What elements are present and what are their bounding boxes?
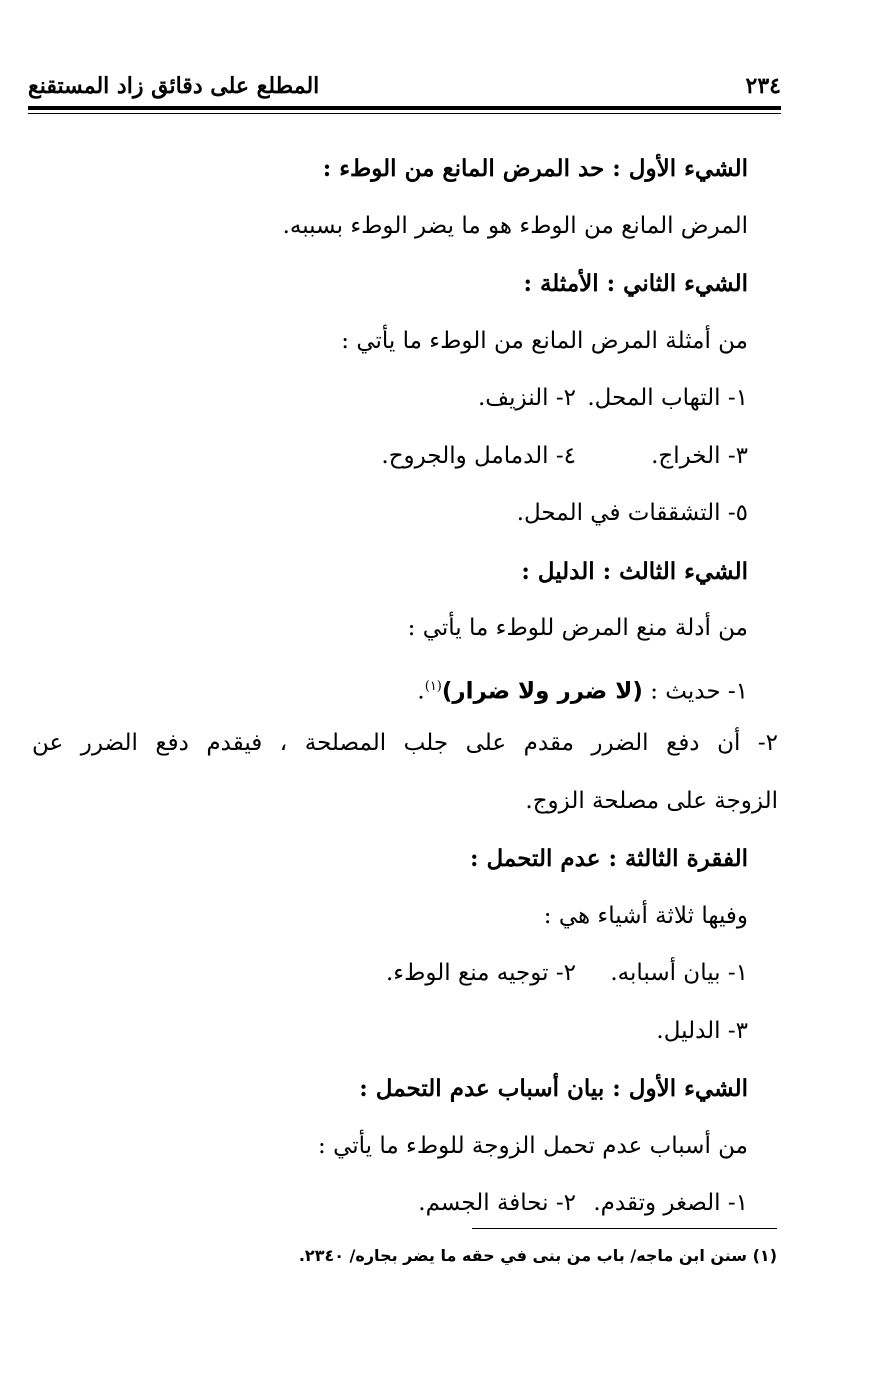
footnote-separator xyxy=(472,1228,777,1229)
paragraph: ٢- أن دفع الضرر مقدم على جلب المصلحة ، فيقدم دفع الضرر عن xyxy=(32,730,778,756)
list-row xyxy=(32,1175,748,1233)
page-number: ٢٣٤ xyxy=(745,73,781,99)
list-item: ٣- الخراج. xyxy=(651,442,748,469)
section-heading: الشيء الأول : حد المرض المانع من الوطء : xyxy=(322,155,748,182)
page-body xyxy=(32,140,778,1233)
footnote-ref: (١) xyxy=(424,678,442,694)
paragraph: من أمثلة المرض المانع من الوطء ما يأتي : xyxy=(341,327,748,354)
list-item: ١- بيان أسبابه. xyxy=(610,960,748,986)
running-title: المطلع على دقائق زاد المستقنع xyxy=(28,73,320,99)
list-item: ٤- الدمامل والجروح. xyxy=(381,442,576,469)
section-heading: الفقرة الثالثة : عدم التحمل : xyxy=(470,845,748,872)
hadith-line xyxy=(32,658,748,716)
paragraph: المرض المانع من الوطء هو ما يضر الوطء بسببه. xyxy=(282,212,748,239)
list-item: ١- الصغر وتقدم. xyxy=(593,1190,748,1216)
list-item: ١- التهاب المحل. xyxy=(587,385,748,411)
section-heading: الشيء الثاني : الأمثلة : xyxy=(523,270,748,297)
list-row xyxy=(32,370,748,428)
section-heading: الشيء الثالث : الدليل : xyxy=(521,557,748,585)
line-end: . xyxy=(417,678,425,705)
footnote: (١) سنن ابن ماجه/ باب من بنى في حقه ما يضر بجاره/ ٢٣٤٠. xyxy=(298,1246,777,1265)
list-row xyxy=(32,428,748,486)
list-row xyxy=(32,945,748,1003)
paragraph: من أسباب عدم تحمل الزوجة للوطء ما يأتي : xyxy=(318,1132,748,1159)
list-item: ٢- توجيه منع الوطء. xyxy=(385,960,576,986)
paragraph: من أدلة منع المرض للوطء ما يأتي : xyxy=(407,615,748,641)
header-rule-thin xyxy=(28,113,781,114)
list-item: ٥- التشققات في المحل. xyxy=(516,500,748,526)
paragraph: وفيها ثلاثة أشياء هي : xyxy=(543,902,748,929)
paragraph-continuation: الزوجة على مصلحة الزوج. xyxy=(525,787,778,814)
page-header xyxy=(28,70,781,102)
list-item: ٢- نحافة الجسم. xyxy=(418,1190,576,1216)
list-prefix: ١- حديث : xyxy=(642,678,748,705)
header-rule-thick xyxy=(28,106,781,110)
list-item: ٣- الدليل. xyxy=(656,1017,748,1044)
list-item: ٢- النزيف. xyxy=(478,385,576,411)
section-heading: الشيء الأول : بيان أسباب عدم التحمل : xyxy=(359,1075,748,1102)
hadith-quote: (لا ضرر ولا ضرار) xyxy=(441,678,643,705)
